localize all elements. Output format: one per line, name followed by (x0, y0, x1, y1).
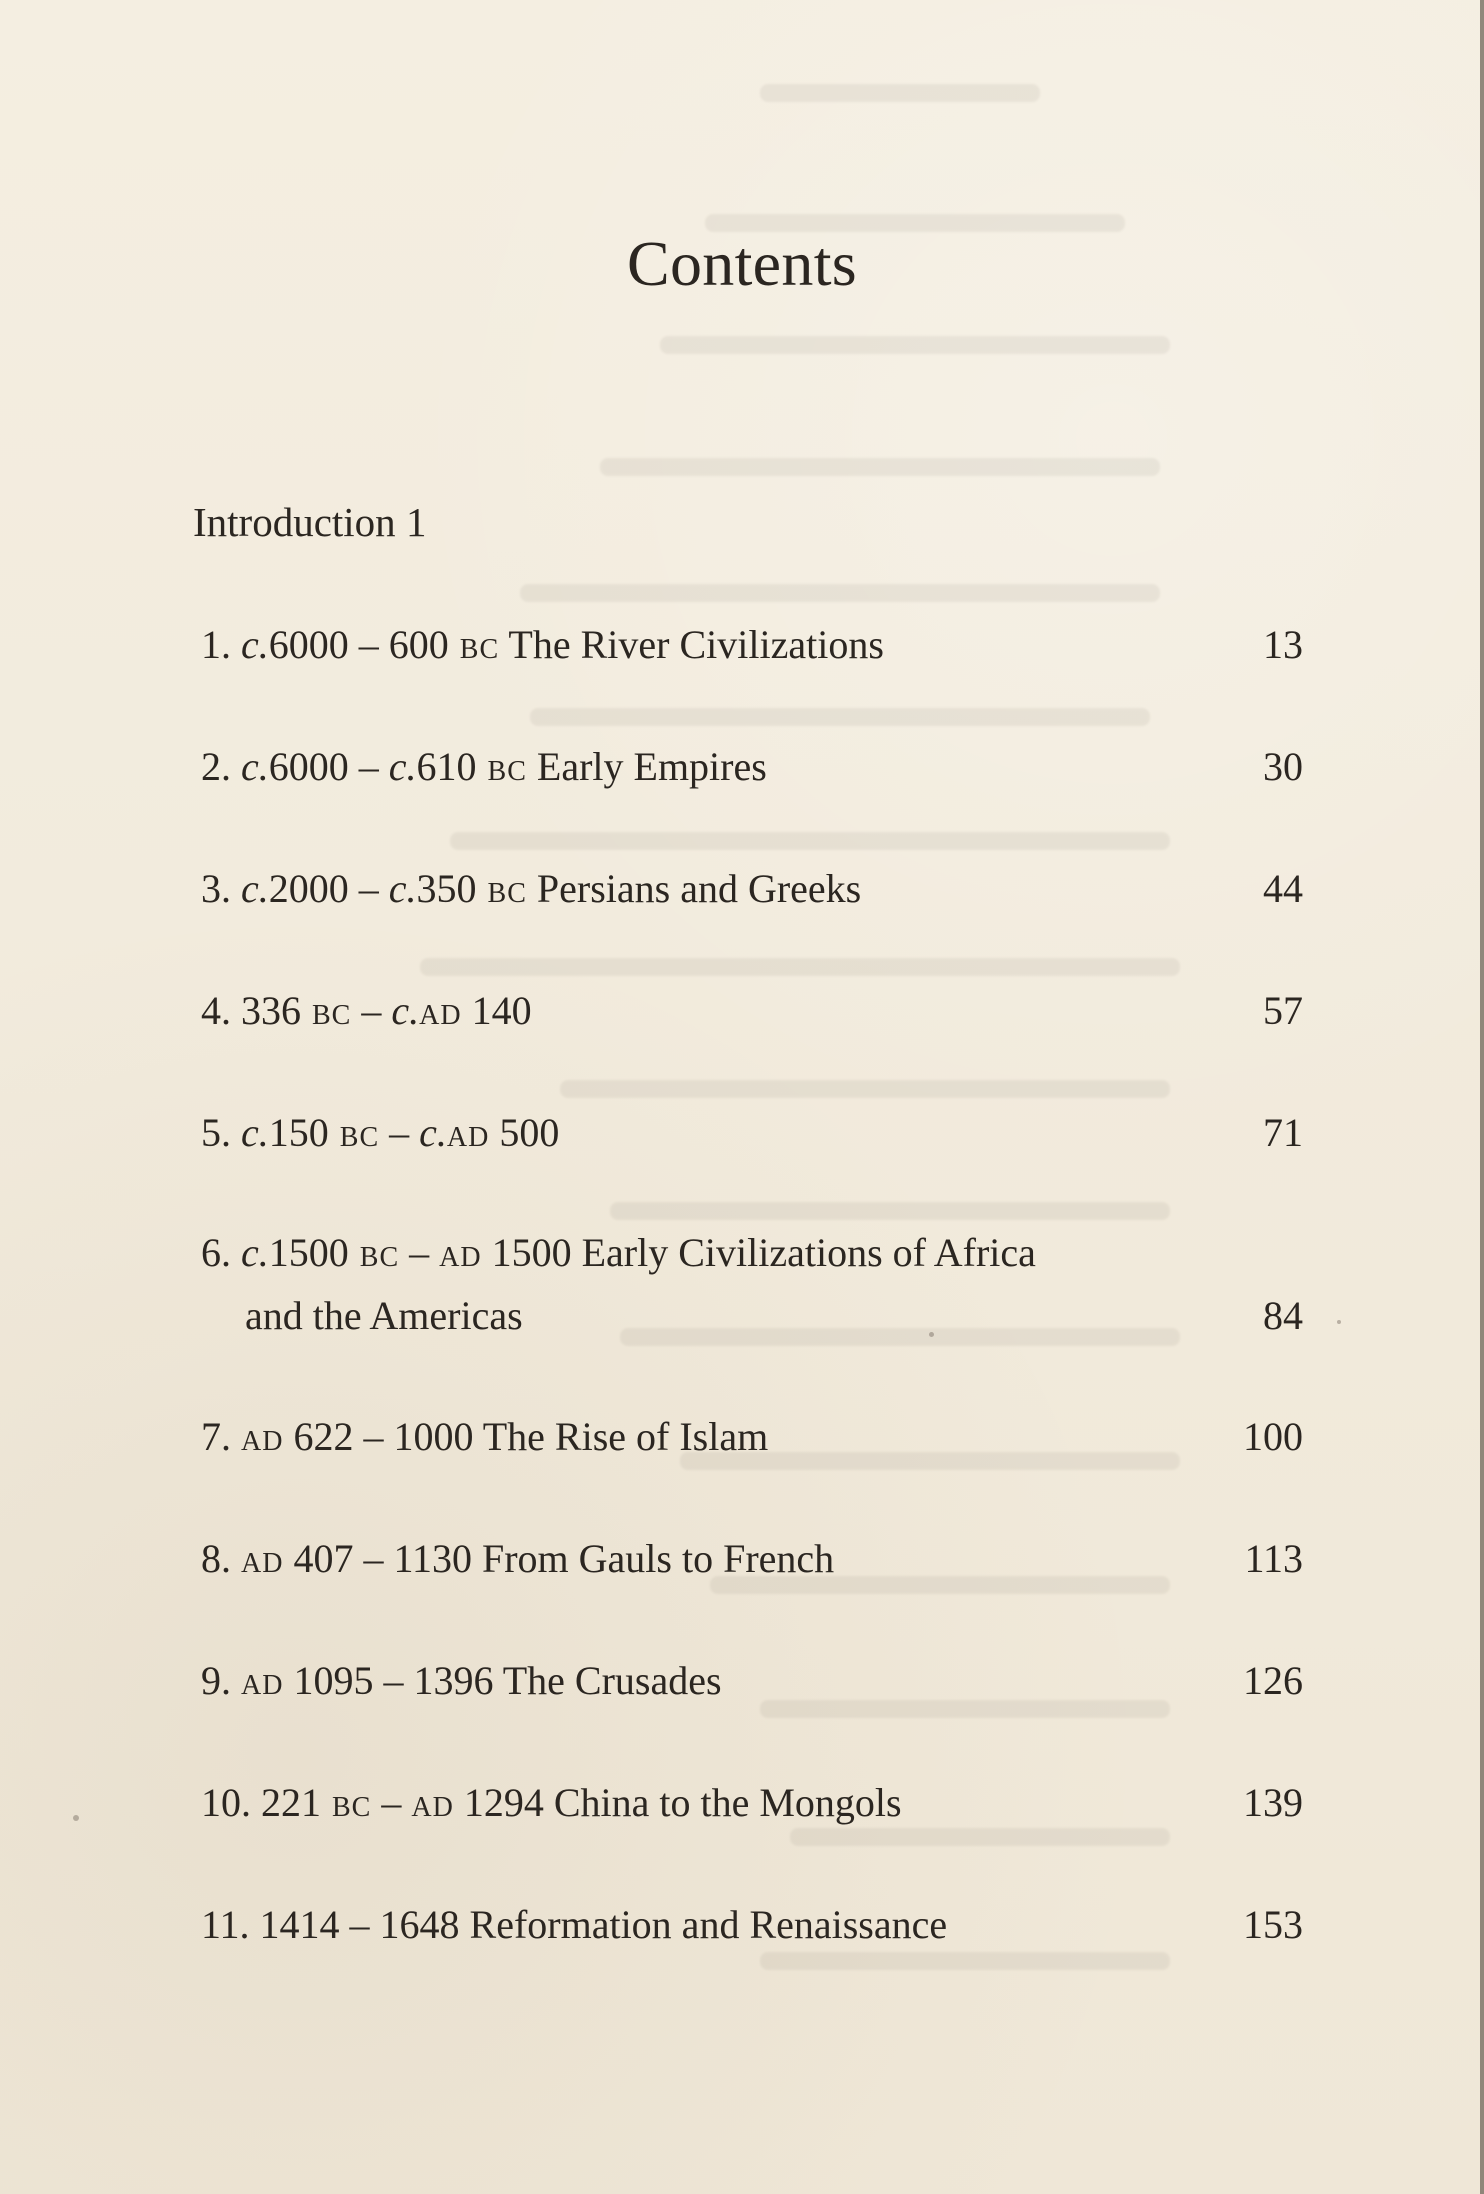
entry-date-circa: c. (241, 622, 269, 667)
entry-date-end: 1294 (453, 1780, 544, 1825)
entry-text (201, 988, 532, 1034)
entry-number: 7. (201, 1414, 231, 1459)
entry-era: bc (476, 866, 527, 911)
page-title: Contents (627, 228, 857, 299)
entry-date-end: 1500 (481, 1230, 572, 1275)
entry-date-end: 1648 (379, 1902, 460, 1947)
list-item (201, 1230, 1303, 1340)
entry-date-start: 221 (261, 1780, 321, 1825)
entry-text (201, 744, 767, 790)
entry-date-separator: – (399, 1230, 440, 1275)
entry-date-end: 1000 (393, 1414, 474, 1459)
entry-date-start: 1500 (268, 1230, 349, 1275)
entry-date-separator: – (351, 988, 392, 1033)
entry-date-separator: – (379, 1110, 420, 1155)
entry-text (201, 866, 861, 912)
entry-title: Persians and Greeks (536, 866, 862, 911)
entry-page: 84 (1263, 1293, 1303, 1338)
list-item (201, 1780, 1303, 1826)
entry-date-start: 407 (283, 1536, 354, 1581)
entry-text (201, 1414, 768, 1460)
entry-date-circa: c. (241, 1110, 269, 1155)
entry-era: ad (241, 1414, 284, 1459)
list-item (201, 1902, 1303, 1948)
page-edge (1480, 0, 1484, 2194)
entry-date-circa: c. (241, 744, 269, 789)
entry-text (201, 1536, 834, 1582)
entry-page: 57 (1263, 988, 1303, 1033)
entry-text (201, 1902, 947, 1948)
list-item (201, 988, 1303, 1034)
entry-era: ad (419, 988, 462, 1033)
entry-date-end: 600 (388, 622, 449, 667)
entry-date-end: 1396 (413, 1658, 494, 1703)
entry-text (201, 1230, 1036, 1276)
entry-date-separator: – (373, 1658, 414, 1703)
entry-page: 113 (1244, 1536, 1303, 1581)
entry-date-start: 336 (241, 988, 301, 1033)
list-item (201, 744, 1303, 790)
entry-page: 100 (1243, 1414, 1303, 1459)
entry-date-start: 1095 (283, 1658, 374, 1703)
entry-page: 13 (1263, 622, 1303, 667)
entry-date-circa: c. (241, 1230, 269, 1275)
list-item (201, 622, 1303, 668)
entry-text (201, 622, 884, 668)
entry-date-end: 350 (416, 866, 477, 911)
entry-date-start: 1414 (259, 1902, 340, 1947)
entry-date-circa: c. (388, 744, 417, 789)
entry-date-separator: – (339, 1902, 380, 1947)
list-item (201, 1536, 1303, 1582)
entry-page: 139 (1243, 1780, 1303, 1825)
entry-date-circa: c. (391, 988, 420, 1033)
entry-number: 4. (201, 988, 231, 1033)
entry-era: bc (348, 1230, 400, 1275)
entry-date-separator: – (348, 622, 389, 667)
entry-date-circa: c. (419, 1110, 447, 1155)
entry-date-end: 1130 (393, 1536, 472, 1581)
paper-speck (1337, 1320, 1341, 1324)
entry-title-line-2: and the Americas (245, 1293, 523, 1338)
entry-title: The Crusades (502, 1658, 722, 1703)
entry-number: 11. (201, 1902, 250, 1947)
entry-era: bc (448, 622, 500, 667)
entry-page: 44 (1263, 866, 1303, 911)
entry-date-end: 610 (416, 744, 477, 789)
entry-title: Reformation and Renaissance (469, 1902, 948, 1947)
entry-era: ad (411, 1780, 454, 1825)
entry-number: 1. (201, 622, 231, 667)
paper-speck (73, 1815, 79, 1821)
entry-title: Early Empires (536, 744, 767, 789)
list-item (201, 1414, 1303, 1460)
list-item (201, 1110, 1303, 1156)
entry-page: 71 (1263, 1110, 1303, 1155)
entry-era: ad (241, 1658, 284, 1703)
entry-number: 9. (201, 1658, 231, 1703)
entry-date-start: 622 (283, 1414, 354, 1459)
entry-era: ad (241, 1536, 284, 1581)
entry-title: From Gauls to French (481, 1536, 835, 1581)
entry-date-start: 2000 (268, 866, 349, 911)
entry-date-circa: c. (241, 866, 269, 911)
entry-text (201, 1780, 902, 1826)
entry-date-start: 150 (268, 1110, 329, 1155)
entry-number: 6. (201, 1230, 231, 1275)
entry-page: 126 (1243, 1658, 1303, 1703)
entry-title: The Rise of Islam (482, 1414, 769, 1459)
entry-date-separator: – (348, 866, 389, 911)
introduction-entry (193, 500, 426, 545)
entry-page: 30 (1263, 744, 1303, 789)
entry-number: 2. (201, 744, 231, 789)
entry-title: The River Civilizations (508, 622, 884, 667)
entry-text (201, 1110, 559, 1156)
entry-title-line-1: Early Civilizations of Africa (581, 1230, 1036, 1275)
introduction-page: 1 (405, 499, 427, 545)
entry-page: 153 (1243, 1902, 1303, 1947)
entry-date-end: 140 (461, 988, 532, 1033)
entry-era: ad (446, 1110, 490, 1155)
entry-era: ad (439, 1230, 482, 1275)
entry-date-separator: – (353, 1536, 394, 1581)
list-item (201, 866, 1303, 912)
entry-title: China to the Mongols (553, 1780, 902, 1825)
entry-era: bc (301, 988, 352, 1033)
entry-number: 10. (201, 1780, 251, 1825)
entry-date-separator: – (371, 1780, 412, 1825)
entry-era: bc (328, 1110, 380, 1155)
entry-date-circa: c. (388, 866, 417, 911)
list-item (201, 1658, 1303, 1704)
entry-date-start: 6000 (268, 622, 349, 667)
entry-number: 8. (201, 1536, 231, 1581)
introduction-label: Introduction (193, 499, 396, 545)
entry-era: bc (321, 1780, 372, 1825)
entry-number: 5. (201, 1110, 231, 1155)
entry-date-start: 6000 (268, 744, 349, 789)
entry-date-separator: – (353, 1414, 394, 1459)
entry-text (201, 1658, 722, 1704)
entry-era: bc (476, 744, 527, 789)
entry-date-end: 500 (489, 1110, 560, 1155)
entry-number: 3. (201, 866, 231, 911)
entry-date-separator: – (348, 744, 389, 789)
